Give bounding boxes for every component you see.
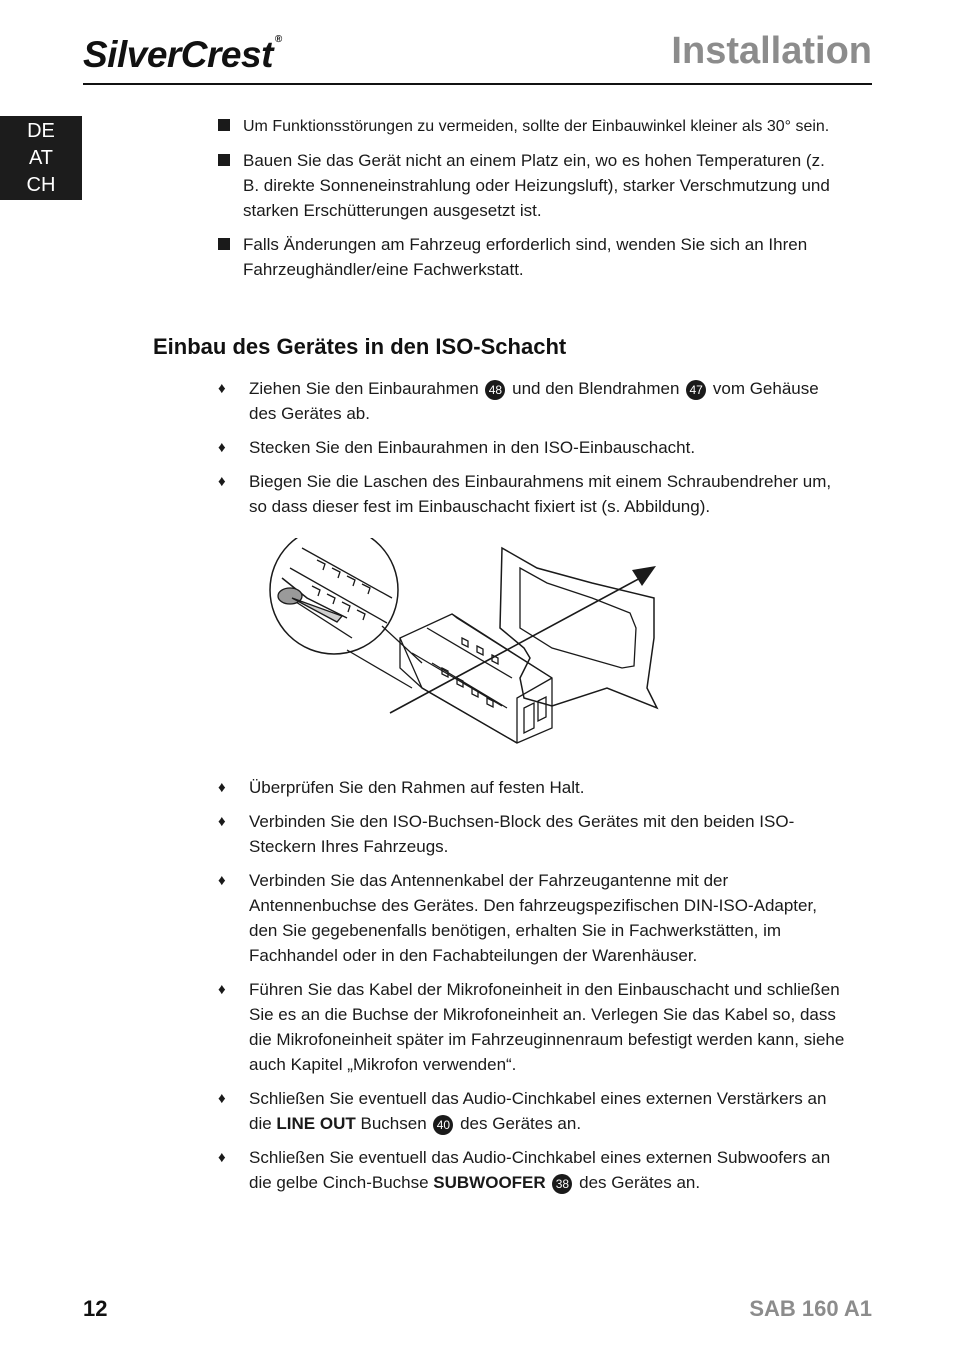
list-item: ♦ Verbinden Sie das Antennenkabel der Fahrzeugantenne mit der Antennenbuchse des Gerätes. Den fahrzeugspezifischen DIN-ISO-Adapter, den Sie gegebenenfalls benötigen, erhalten Sie in Fachwerkstätten, im Fachhandel oder in den Fachabteilungen der Warenhäuser. [215, 868, 845, 968]
line-out-label: LINE OUT [276, 1114, 356, 1133]
list-item: ♦ Ziehen Sie den Einbaurahmen 48 und den Blendrahmen 47 vom Gehäuse des Gerätes ab. [215, 376, 845, 426]
callout-number: 47 [686, 380, 706, 400]
diamond-bullet-icon: ♦ [218, 439, 226, 456]
install-steps [215, 376, 845, 528]
callout-number: 48 [485, 380, 505, 400]
diamond-bullet-icon: ♦ [218, 813, 226, 830]
diamond-bullet-icon: ♦ [218, 872, 226, 889]
model-number: SAB 160 A1 [749, 1296, 872, 1321]
connection-steps [215, 775, 845, 1204]
subwoofer-label: SUBWOOFER [433, 1173, 546, 1192]
list-item: Um Funktionsstörungen zu vermeiden, sollte der Einbauwinkel kleiner als 30° sein. [215, 113, 845, 139]
section-heading: Einbau des Gerätes in den ISO-Schacht [153, 334, 567, 359]
list-item: ♦ Schließen Sie eventuell das Audio-Cinchkabel eines externen Subwoofers an die gelbe Cinch-Buchse SUBWOOFER 38 des Gerätes an. [215, 1145, 845, 1195]
diamond-bullet-icon: ♦ [218, 473, 226, 490]
diamond-bullet-icon: ♦ [218, 380, 226, 397]
list-item: ♦ Stecken Sie den Einbaurahmen in den ISO-Einbauschacht. [215, 435, 845, 460]
language-tab [0, 116, 82, 200]
square-bullet-icon [218, 119, 230, 131]
header-rule [83, 83, 872, 85]
list-item: Bauen Sie das Gerät nicht an einem Platz ein, wo es hohen Temperaturen (z. B. direkte Sonneneinstrahlung oder Heizungsluft), starker Verschmutzung und starken Erschütterungen ausgesetzt ist. [215, 148, 845, 223]
diamond-bullet-icon: ♦ [218, 981, 226, 998]
lang-at: AT [28, 147, 54, 169]
installation-illustration [262, 538, 672, 750]
diamond-bullet-icon: ♦ [218, 779, 226, 796]
square-bullet-icon [218, 238, 230, 250]
square-bullet-icon [218, 154, 230, 166]
page-title: Installation [671, 30, 872, 72]
list-item: ♦ Verbinden Sie den ISO-Buchsen-Block des Gerätes mit den beiden ISO-Steckern Ihres Fahrzeugs. [215, 809, 845, 859]
list-item: ♦ Führen Sie das Kabel der Mikrofoneinheit in den Einbauschacht und schließen Sie es an die Buchse der Mikrofoneinheit an. Verlegen Sie das Kabel so, dass die Mikrofoneinheit später im Fahrzeuginnenraum befestigt werden kann, siehe auch Kapitel „Mikrofon verwenden“. [215, 977, 845, 1077]
lang-de: DE [27, 120, 55, 142]
list-item: Falls Änderungen am Fahrzeug erforderlich sind, wenden Sie sich an Ihren Fahrzeughändler/eine Fachwerkstatt. [215, 232, 845, 282]
brand-name: SilverCrest [83, 34, 273, 75]
diamond-bullet-icon: ♦ [218, 1149, 226, 1166]
page-number: 12 [83, 1296, 108, 1321]
callout-number: 40 [433, 1115, 453, 1135]
brand-logo [83, 34, 282, 76]
list-item: ♦ Überprüfen Sie den Rahmen auf festen Halt. [215, 775, 845, 800]
list-item: ♦ Biegen Sie die Laschen des Einbaurahmens mit einem Schraubendreher um, so dass dieser fest im Einbauschacht fixiert ist (s. Abbildung). [215, 469, 845, 519]
diamond-bullet-icon: ♦ [218, 1090, 226, 1107]
lang-ch: CH [26, 174, 56, 196]
warning-list [215, 113, 845, 291]
callout-number: 38 [552, 1174, 572, 1194]
registered-mark: ® [274, 34, 282, 45]
list-item: ♦ Schließen Sie eventuell das Audio-Cinchkabel eines externen Verstärkers an die LINE OUT Buchsen 40 des Gerätes an. [215, 1086, 845, 1136]
